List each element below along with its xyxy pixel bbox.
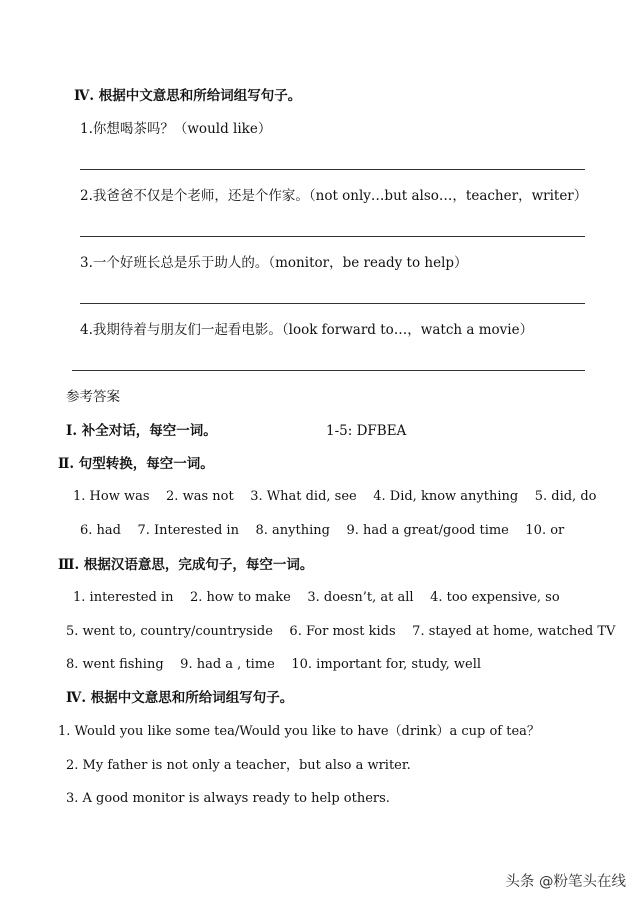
answers-sec4-a2: 2. My father is not only a teacher，but also a writer. [66,758,411,773]
question-2: 2.我爸爸不仅是个老师，还是个作家。（not only…but also…，teacher，writer） [80,188,588,204]
answer-line-2 [80,236,585,237]
watermark: 头条 @粉笔头在线 [505,874,626,890]
question-4: 4.我期待着与朋友们一起看电影。（look forward to…，watch a movie） [80,322,534,338]
answers-sec4-a3: 3. A good monitor is always ready to help others. [66,791,390,806]
answers-sec3-row3: 8. went fishing 9. had a , time 10. important for, study, well [66,657,482,672]
answers-title: 参考答案 [66,389,120,405]
answers-sec2-row2: 6. had 7. Interested in 8. anything 9. had a great/good time 10. or [80,523,565,538]
answers-sec2-row1: 1. How was 2. was not 3. What did, see 4. Did, know anything 5. did, do [73,489,597,504]
answers-sec1-answer: 1-5: DFBEA [326,423,407,439]
question-1: 1.你想喝茶吗？（would like） [80,121,272,137]
answer-line-4 [72,370,585,371]
answers-sec4-heading: Ⅳ. 根据中文意思和所给词组写句子。 [66,690,294,706]
question-3: 3.一个好班长总是乐于助人的。（monitor，be ready to help） [80,255,468,271]
answers-sec3-row2: 5. went to, country/countryside 6. For most kids 7. stayed at home, watched TV [66,624,616,639]
answers-sec3-heading: Ⅲ. 根据汉语意思，完成句子，每空一词。 [58,557,314,573]
answers-sec3-row1: 1. interested in 2. how to make 3. doesn’t, at all 4. too expensive, so [73,590,560,605]
answers-sec1-heading: Ⅰ. 补全对话，每空一词。 [66,423,217,439]
answers-sec2-heading: Ⅱ. 句型转换，每空一词。 [58,456,214,472]
answer-line-1 [80,169,585,170]
answers-sec4-a1: 1. Would you like some tea/Would you like to have（drink）a cup of tea？ [58,724,540,739]
exercise4-heading: Ⅳ. 根据中文意思和所给词组写句子。 [74,88,302,104]
answer-line-3 [80,303,585,304]
